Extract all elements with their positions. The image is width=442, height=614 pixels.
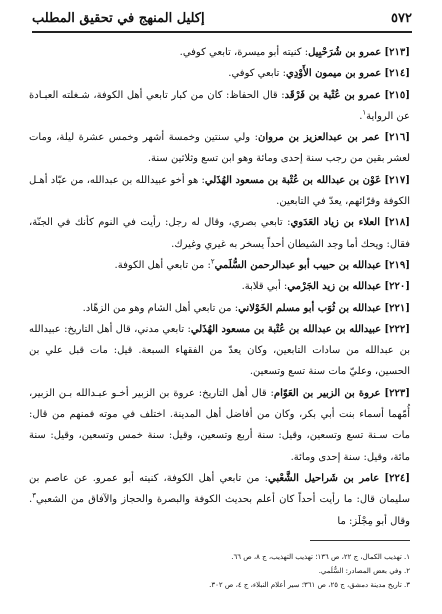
entry-text: : كنيته أبو ميسرة، تابعي كوفي. (179, 47, 309, 58)
entry-number: [٢١٦] (384, 132, 410, 144)
entry-name: عمر بن عبدالعزيز بن مروان (257, 132, 380, 144)
entry-text: : قال الحفاظ: كان من كبار تابعي أهل الكوفة، شـغلته العبـادة عن الرواية (29, 89, 410, 122)
entry-213 (29, 42, 410, 63)
footnote: ١. تهذيب الكمال، ج ٢٢، ص ١٣٦؛ تهذيب التهذيب، ج ٨، ص ٦٦. (231, 553, 410, 561)
entry-219 (29, 255, 410, 276)
entry-215 (29, 85, 410, 128)
entry-name: عبيدالله بن عبدالله بن عُتْبة بن مسعود الهُذَلي (190, 323, 382, 335)
footnotes (29, 550, 410, 592)
footnote-marker: ٢ (210, 257, 215, 266)
footnote-marker: ١ (362, 108, 367, 117)
entry-number: [٢١٥] (384, 89, 410, 101)
entry-text: : من تابعي أهل الشام وهو من الزهّاد. (82, 302, 239, 314)
entry-214 (29, 63, 410, 84)
entry-number: [٢٢٣] (384, 387, 410, 399)
entry-number: [٢١٣] (384, 47, 410, 58)
entry-number: [٢٢٠] (384, 281, 410, 293)
entry-number: [٢١٤] (384, 68, 410, 80)
entry-text-tail: . (359, 110, 363, 122)
entry-name: عبدالله بن زيد الجَرْمي (287, 281, 382, 293)
entry-name: عمرو بن عُتْبة بن فَرْقَد (284, 89, 381, 101)
entry-217 (29, 170, 410, 213)
entry-number: [٢٢٤] (384, 472, 410, 484)
footnote-separator (310, 540, 410, 541)
footnote: ٢. وفي بعض المصادر: السُّلَمي. (318, 567, 410, 575)
entry-text: : من تابعي أهل الكوفة. (114, 259, 211, 271)
entry-number: [٢٢١] (384, 302, 410, 314)
entry-text-tail: . وقال أبو مِجْلَز: ما (29, 494, 410, 527)
entry-224 (29, 468, 410, 532)
running-title: إكليل المنهج في تحقيق المطلب (32, 11, 205, 26)
entry-number: [٢١٩] (384, 259, 410, 271)
page-header (32, 9, 412, 33)
entry-name: العلاء بن زياد العَدَوي (290, 217, 380, 229)
entry-222 (29, 319, 410, 383)
entry-name: عبدالله بن حبيب أبو عبدالرحمن السُّلَمي (214, 259, 382, 271)
entry-name: عمرو بن شُرَحْبِيل (308, 47, 382, 58)
page-number: ٥٧٢ (391, 11, 412, 26)
entry-name: عروة بن الزبير بن العَوّام (273, 387, 381, 399)
footnote-marker: ٣ (32, 491, 36, 500)
entry-number: [٢١٧] (384, 174, 410, 186)
entry-text: : أبي قلابة. (241, 281, 288, 293)
entry-name: عَوْن بن عبدالله بن عُتْبة بن مسعود الهُذَلي (204, 174, 382, 186)
entry-218 (29, 212, 410, 255)
entry-216 (29, 127, 410, 170)
entry-223 (29, 383, 410, 468)
entry-221 (29, 298, 410, 319)
main-text (29, 42, 410, 614)
entry-text: : تابعي بصري، وقال له رجل: رأيت في النوم كأنك في الجنّة، فقال: ويحك أما وجد الشيطان أحداً يسخر به غيري وغيرك. (29, 217, 410, 250)
entry-name: عامر بن شَراحيل الشَّعْبي (268, 472, 380, 484)
entry-text: : من تابعي أهل الكوفة، كنيته أبو عمرو. عن عاصم بن سليمان قال: ما رأيت أحداً كان أعلم بحديث الكوفة والبصرة والحجاز والآفاق من الشعبي (29, 472, 410, 506)
entry-name: عبدالله بن ثُوَب أبو مسلم الخَوْلاني (238, 302, 382, 314)
entry-text: : ولي سنتين وخمسة أشهر وخمس عشرة ليلة، ومات لعشر بقين من رجب سنة إحدى ومائة وهو ابن تسع وثلاثين سنة. (29, 132, 410, 165)
entry-number: [٢١٨] (384, 217, 411, 229)
entry-text: : تابعي مدني، قال أهل التاريخ: عبيدالله بن عبدالله من سادات التابعين، وكان يعدّ من الفقهاء السبعة. قيل: مات قبل علي بن الحسين، وعليّ مات سنة تسع وتسعين. (29, 323, 410, 378)
entry-text: : قال أهل التاريخ: عروة بن الزبير أخـو عبـدالله بـن الزبير، أُمّهما أسماء بنت أبي بكر، وكان من أفاضل أهل المدينة. اختلف في موته فمنهم من قال: مات سـنة تسع وتسعين، وقيل: سنة أربع وتسعين، وقيل: سنة خمس وتسعين، وقيل: سنة مائة، وقيل: سنة إحدى ومائة. (29, 387, 410, 463)
entry-number: [٢٢٢] (384, 323, 410, 335)
footnote: ٣. تاريخ مدينة دمشق، ج ٢٥، ص ٣٦١؛ سير أعلام النبلاء، ج ٤، ص ٣٠٢. (209, 581, 410, 589)
entry-text: : تابعي كوفي. (228, 68, 287, 80)
entry-name: عمرو بن ميمون الأَوْدِي (286, 68, 382, 80)
entry-220 (29, 276, 410, 297)
entry-text: : هو أخو عبيدالله بن عبدالله، من عبّاد أهـل الكوفة وقرّائهم، يعدّ في التابعين. (29, 174, 410, 208)
